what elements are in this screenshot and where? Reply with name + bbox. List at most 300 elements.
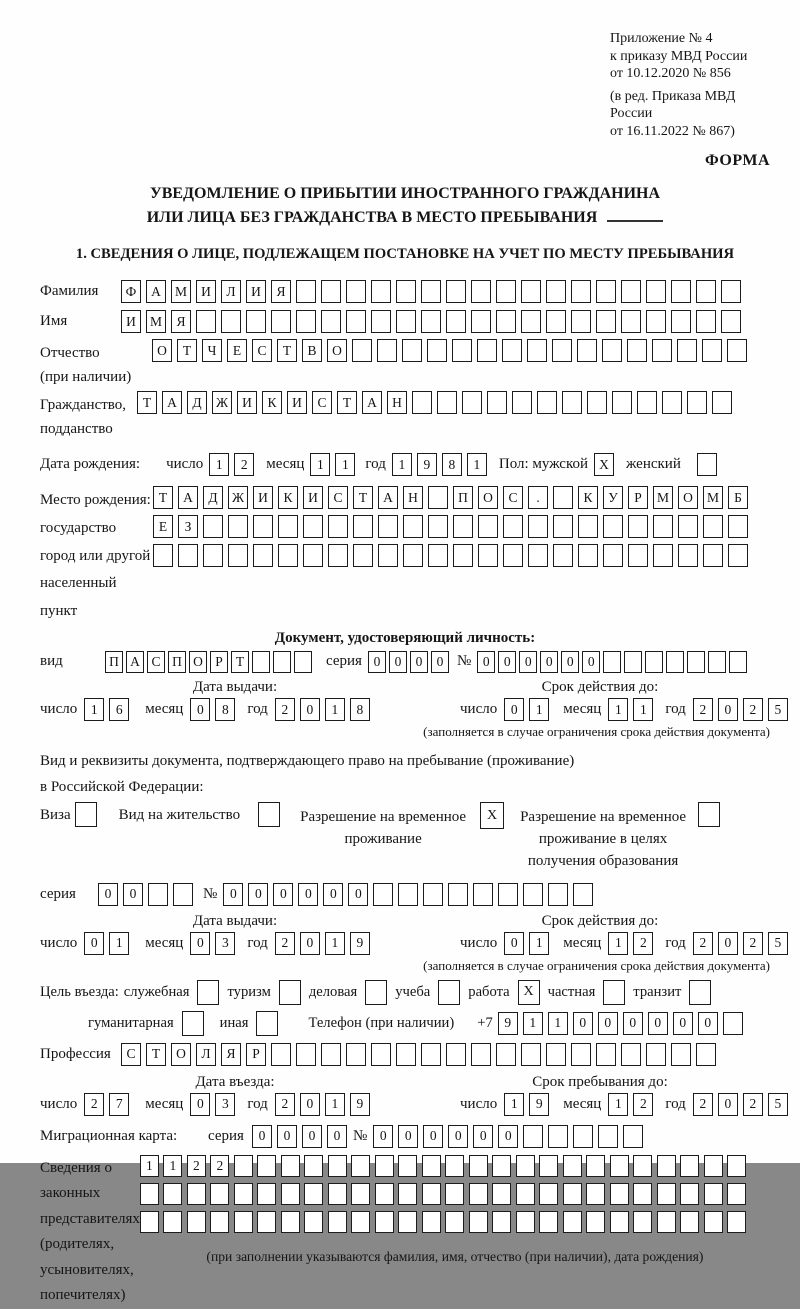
form-cell[interactable]: 0 — [252, 1125, 272, 1148]
form-cell[interactable] — [562, 391, 582, 414]
form-cell[interactable] — [496, 1043, 516, 1066]
form-cell[interactable]: 0 — [368, 651, 386, 673]
form-cell[interactable] — [412, 391, 432, 414]
form-cell[interactable]: 2 — [275, 1093, 295, 1116]
form-cell[interactable] — [577, 339, 597, 362]
form-cell[interactable] — [328, 515, 348, 538]
form-cell[interactable] — [257, 1155, 276, 1177]
form-cell[interactable]: 0 — [190, 698, 210, 721]
form-cell[interactable]: Р — [210, 651, 228, 673]
form-cell[interactable] — [537, 391, 557, 414]
form-cell[interactable] — [258, 802, 280, 827]
form-cell[interactable] — [438, 980, 460, 1005]
form-cell[interactable]: 0 — [504, 698, 524, 721]
form-cell[interactable]: 1 — [548, 1012, 568, 1035]
form-cell[interactable] — [696, 280, 716, 303]
form-cell[interactable] — [398, 1211, 417, 1233]
form-cell[interactable]: 8 — [442, 453, 462, 476]
form-cell[interactable] — [646, 280, 666, 303]
form-cell[interactable]: О — [189, 651, 207, 673]
form-cell[interactable] — [680, 1155, 699, 1177]
form-cell[interactable] — [571, 1043, 591, 1066]
form-cell[interactable]: 0 — [300, 698, 320, 721]
form-cell[interactable]: 0 — [277, 1125, 297, 1148]
form-cell[interactable] — [637, 391, 657, 414]
form-cell[interactable]: Д — [187, 391, 207, 414]
form-cell[interactable]: А — [362, 391, 382, 414]
form-cell[interactable]: 1 — [523, 1012, 543, 1035]
form-cell[interactable] — [610, 1155, 629, 1177]
form-cell[interactable] — [140, 1211, 159, 1233]
form-cell[interactable] — [471, 1043, 491, 1066]
form-cell[interactable] — [281, 1211, 300, 1233]
form-cell[interactable] — [702, 339, 722, 362]
form-cell[interactable] — [546, 280, 566, 303]
form-cell[interactable] — [446, 1043, 466, 1066]
form-cell[interactable] — [553, 486, 573, 509]
form-cell[interactable]: Ф — [121, 280, 141, 303]
form-cell[interactable]: С — [312, 391, 332, 414]
form-cell[interactable] — [621, 1043, 641, 1066]
form-cell[interactable] — [303, 544, 323, 567]
form-cell[interactable]: С — [147, 651, 165, 673]
form-cell[interactable]: 1 — [335, 453, 355, 476]
form-cell[interactable]: 0 — [582, 651, 600, 673]
form-cell[interactable]: 2 — [234, 453, 254, 476]
form-cell[interactable] — [256, 1011, 278, 1036]
form-cell[interactable] — [375, 1211, 394, 1233]
form-cell[interactable]: М — [171, 280, 191, 303]
form-cell[interactable] — [603, 980, 625, 1005]
form-cell[interactable]: Т — [277, 339, 297, 362]
form-cell[interactable] — [271, 1043, 291, 1066]
form-cell[interactable]: Р — [246, 1043, 266, 1066]
form-cell[interactable] — [353, 515, 373, 538]
form-cell[interactable]: 7 — [109, 1093, 129, 1116]
form-cell[interactable]: 0 — [477, 651, 495, 673]
form-cell[interactable] — [173, 883, 193, 906]
form-cell[interactable] — [281, 1155, 300, 1177]
form-cell[interactable] — [633, 1211, 652, 1233]
form-cell[interactable]: О — [171, 1043, 191, 1066]
form-cell[interactable] — [365, 980, 387, 1005]
form-cell[interactable] — [203, 544, 223, 567]
form-cell[interactable] — [448, 883, 468, 906]
form-cell[interactable] — [539, 1211, 558, 1233]
form-cell[interactable]: 8 — [350, 698, 370, 721]
form-cell[interactable]: 0 — [298, 883, 318, 906]
form-cell[interactable] — [553, 544, 573, 567]
form-cell[interactable]: 1 — [608, 932, 628, 955]
form-cell[interactable] — [521, 280, 541, 303]
form-cell[interactable] — [727, 1155, 746, 1177]
form-cell[interactable] — [671, 280, 691, 303]
form-cell[interactable]: 0 — [540, 651, 558, 673]
form-cell[interactable]: Т — [231, 651, 249, 673]
form-cell[interactable] — [281, 1183, 300, 1205]
form-cell[interactable] — [627, 339, 647, 362]
form-cell[interactable]: А — [126, 651, 144, 673]
form-cell[interactable] — [371, 1043, 391, 1066]
form-cell[interactable]: 9 — [529, 1093, 549, 1116]
form-cell[interactable] — [321, 1043, 341, 1066]
form-cell[interactable] — [503, 515, 523, 538]
form-cell[interactable] — [351, 1211, 370, 1233]
form-cell[interactable] — [140, 1183, 159, 1205]
form-cell[interactable]: 1 — [608, 698, 628, 721]
form-cell[interactable]: 1 — [608, 1093, 628, 1116]
form-cell[interactable] — [210, 1183, 229, 1205]
form-cell[interactable] — [697, 453, 717, 476]
form-cell[interactable]: 0 — [190, 1093, 210, 1116]
form-cell[interactable] — [657, 1211, 676, 1233]
form-cell[interactable]: К — [278, 486, 298, 509]
form-cell[interactable] — [696, 310, 716, 333]
form-cell[interactable]: X — [518, 980, 540, 1005]
form-cell[interactable] — [578, 515, 598, 538]
form-cell[interactable] — [228, 515, 248, 538]
form-cell[interactable] — [512, 391, 532, 414]
form-cell[interactable]: Е — [227, 339, 247, 362]
form-cell[interactable] — [452, 339, 472, 362]
form-cell[interactable]: 0 — [348, 883, 368, 906]
form-cell[interactable] — [578, 544, 598, 567]
form-cell[interactable]: 0 — [98, 883, 118, 906]
form-cell[interactable]: 2 — [743, 698, 763, 721]
form-cell[interactable] — [375, 1155, 394, 1177]
form-cell[interactable] — [539, 1155, 558, 1177]
form-cell[interactable] — [471, 310, 491, 333]
form-cell[interactable] — [563, 1211, 582, 1233]
form-cell[interactable] — [657, 1183, 676, 1205]
form-cell[interactable] — [371, 310, 391, 333]
form-cell[interactable] — [703, 544, 723, 567]
form-cell[interactable] — [478, 544, 498, 567]
form-cell[interactable]: 3 — [215, 1093, 235, 1116]
form-cell[interactable] — [610, 1183, 629, 1205]
form-cell[interactable]: Е — [153, 515, 173, 538]
form-cell[interactable] — [373, 883, 393, 906]
form-cell[interactable]: 5 — [768, 1093, 788, 1116]
form-cell[interactable]: О — [327, 339, 347, 362]
form-cell[interactable] — [303, 515, 323, 538]
form-cell[interactable] — [628, 515, 648, 538]
form-cell[interactable] — [621, 310, 641, 333]
form-cell[interactable] — [453, 515, 473, 538]
form-cell[interactable] — [428, 515, 448, 538]
form-cell[interactable] — [75, 802, 97, 827]
form-cell[interactable] — [446, 310, 466, 333]
form-cell[interactable]: 0 — [327, 1125, 347, 1148]
form-cell[interactable] — [586, 1155, 605, 1177]
form-cell[interactable] — [548, 883, 568, 906]
form-cell[interactable] — [271, 310, 291, 333]
form-cell[interactable] — [712, 391, 732, 414]
form-cell[interactable] — [680, 1211, 699, 1233]
form-cell[interactable]: 8 — [215, 698, 235, 721]
form-cell[interactable] — [621, 280, 641, 303]
form-cell[interactable]: 0 — [423, 1125, 443, 1148]
form-cell[interactable] — [346, 280, 366, 303]
form-cell[interactable] — [294, 651, 312, 673]
form-cell[interactable] — [652, 339, 672, 362]
form-cell[interactable] — [445, 1211, 464, 1233]
form-cell[interactable] — [257, 1183, 276, 1205]
form-cell[interactable] — [253, 544, 273, 567]
form-cell[interactable] — [671, 1043, 691, 1066]
form-cell[interactable] — [421, 1043, 441, 1066]
form-cell[interactable] — [496, 280, 516, 303]
form-cell[interactable] — [587, 391, 607, 414]
form-cell[interactable] — [523, 883, 543, 906]
form-cell[interactable] — [596, 280, 616, 303]
form-cell[interactable]: 0 — [398, 1125, 418, 1148]
form-cell[interactable] — [257, 1211, 276, 1233]
form-cell[interactable] — [396, 280, 416, 303]
form-cell[interactable] — [653, 544, 673, 567]
form-cell[interactable] — [234, 1211, 253, 1233]
form-cell[interactable]: 2 — [693, 1093, 713, 1116]
form-cell[interactable] — [666, 651, 684, 673]
form-cell[interactable]: И — [196, 280, 216, 303]
form-cell[interactable] — [321, 310, 341, 333]
form-cell[interactable] — [708, 651, 726, 673]
form-cell[interactable] — [687, 651, 705, 673]
form-cell[interactable] — [728, 544, 748, 567]
form-cell[interactable] — [396, 1043, 416, 1066]
form-cell[interactable] — [728, 515, 748, 538]
form-cell[interactable] — [375, 1183, 394, 1205]
form-cell[interactable]: 0 — [323, 883, 343, 906]
form-cell[interactable]: 1 — [84, 698, 104, 721]
form-cell[interactable] — [377, 339, 397, 362]
form-cell[interactable]: 0 — [498, 651, 516, 673]
form-cell[interactable]: 0 — [473, 1125, 493, 1148]
form-cell[interactable] — [523, 1125, 543, 1148]
form-cell[interactable] — [623, 1125, 643, 1148]
form-cell[interactable] — [221, 310, 241, 333]
form-cell[interactable] — [351, 1155, 370, 1177]
form-cell[interactable]: Я — [171, 310, 191, 333]
form-cell[interactable] — [471, 280, 491, 303]
form-cell[interactable]: Б — [728, 486, 748, 509]
form-cell[interactable]: 9 — [350, 932, 370, 955]
form-cell[interactable] — [546, 310, 566, 333]
form-cell[interactable] — [403, 544, 423, 567]
form-cell[interactable] — [573, 1125, 593, 1148]
form-cell[interactable]: 2 — [633, 932, 653, 955]
form-cell[interactable] — [703, 515, 723, 538]
form-cell[interactable]: 0 — [448, 1125, 468, 1148]
form-cell[interactable] — [296, 1043, 316, 1066]
form-cell[interactable]: 1 — [325, 932, 345, 955]
form-cell[interactable]: А — [178, 486, 198, 509]
form-cell[interactable]: 0 — [190, 932, 210, 955]
form-cell[interactable]: X — [594, 453, 614, 476]
form-cell[interactable]: X — [480, 802, 504, 829]
form-cell[interactable]: 3 — [215, 932, 235, 955]
form-cell[interactable] — [598, 1125, 618, 1148]
form-cell[interactable]: Т — [177, 339, 197, 362]
form-cell[interactable] — [571, 280, 591, 303]
form-cell[interactable] — [516, 1155, 535, 1177]
form-cell[interactable] — [462, 391, 482, 414]
form-cell[interactable] — [503, 544, 523, 567]
form-cell[interactable]: 0 — [498, 1125, 518, 1148]
form-cell[interactable]: Н — [387, 391, 407, 414]
form-cell[interactable] — [546, 1043, 566, 1066]
form-cell[interactable] — [689, 980, 711, 1005]
form-cell[interactable]: Л — [221, 280, 241, 303]
form-cell[interactable] — [153, 544, 173, 567]
form-cell[interactable] — [328, 1211, 347, 1233]
form-cell[interactable]: 0 — [519, 651, 537, 673]
form-cell[interactable]: Л — [196, 1043, 216, 1066]
form-cell[interactable] — [727, 1183, 746, 1205]
form-cell[interactable] — [422, 1183, 441, 1205]
form-cell[interactable] — [273, 651, 291, 673]
form-cell[interactable]: 0 — [598, 1012, 618, 1035]
form-cell[interactable] — [492, 1211, 511, 1233]
form-cell[interactable]: 1 — [504, 1093, 524, 1116]
form-cell[interactable] — [182, 1011, 204, 1036]
form-cell[interactable] — [421, 280, 441, 303]
form-cell[interactable]: 0 — [223, 883, 243, 906]
form-cell[interactable]: П — [453, 486, 473, 509]
form-cell[interactable]: 6 — [109, 698, 129, 721]
form-cell[interactable] — [453, 544, 473, 567]
form-cell[interactable] — [696, 1043, 716, 1066]
form-cell[interactable] — [197, 980, 219, 1005]
form-cell[interactable]: С — [328, 486, 348, 509]
form-cell[interactable] — [304, 1211, 323, 1233]
form-cell[interactable] — [571, 310, 591, 333]
form-cell[interactable] — [148, 883, 168, 906]
form-cell[interactable] — [671, 310, 691, 333]
form-cell[interactable] — [521, 1043, 541, 1066]
form-cell[interactable]: 0 — [623, 1012, 643, 1035]
form-cell[interactable] — [657, 1155, 676, 1177]
form-cell[interactable]: 1 — [467, 453, 487, 476]
form-cell[interactable] — [492, 1155, 511, 1177]
form-cell[interactable]: 0 — [302, 1125, 322, 1148]
form-cell[interactable]: 0 — [410, 651, 428, 673]
form-cell[interactable]: 5 — [768, 932, 788, 955]
form-cell[interactable]: И — [253, 486, 273, 509]
form-cell[interactable]: 2 — [210, 1155, 229, 1177]
form-cell[interactable] — [469, 1183, 488, 1205]
form-cell[interactable]: О — [678, 486, 698, 509]
form-cell[interactable]: А — [162, 391, 182, 414]
form-cell[interactable]: 1 — [163, 1155, 182, 1177]
form-cell[interactable] — [498, 883, 518, 906]
form-cell[interactable] — [721, 310, 741, 333]
form-cell[interactable]: 1 — [109, 932, 129, 955]
form-cell[interactable]: 1 — [310, 453, 330, 476]
form-cell[interactable]: Т — [137, 391, 157, 414]
form-cell[interactable] — [469, 1155, 488, 1177]
form-cell[interactable] — [528, 544, 548, 567]
form-cell[interactable] — [528, 515, 548, 538]
form-cell[interactable] — [403, 515, 423, 538]
form-cell[interactable]: 0 — [718, 698, 738, 721]
form-cell[interactable] — [187, 1211, 206, 1233]
form-cell[interactable] — [234, 1183, 253, 1205]
form-cell[interactable] — [328, 1155, 347, 1177]
form-cell[interactable]: О — [152, 339, 172, 362]
form-cell[interactable]: З — [178, 515, 198, 538]
form-cell[interactable]: 0 — [389, 651, 407, 673]
form-cell[interactable] — [563, 1155, 582, 1177]
form-cell[interactable]: 0 — [718, 1093, 738, 1116]
form-cell[interactable] — [478, 515, 498, 538]
form-cell[interactable] — [210, 1211, 229, 1233]
form-cell[interactable] — [492, 1183, 511, 1205]
form-cell[interactable] — [352, 339, 372, 362]
form-cell[interactable]: М — [703, 486, 723, 509]
form-cell[interactable] — [163, 1211, 182, 1233]
form-cell[interactable]: 2 — [84, 1093, 104, 1116]
form-cell[interactable]: Н — [403, 486, 423, 509]
form-cell[interactable] — [624, 651, 642, 673]
form-cell[interactable] — [502, 339, 522, 362]
form-cell[interactable] — [246, 310, 266, 333]
form-cell[interactable] — [704, 1211, 723, 1233]
form-cell[interactable] — [596, 1043, 616, 1066]
form-cell[interactable]: Я — [221, 1043, 241, 1066]
form-cell[interactable]: С — [503, 486, 523, 509]
form-cell[interactable] — [446, 280, 466, 303]
form-cell[interactable] — [687, 391, 707, 414]
form-cell[interactable]: Т — [337, 391, 357, 414]
form-cell[interactable]: Р — [628, 486, 648, 509]
form-cell[interactable] — [487, 391, 507, 414]
form-cell[interactable]: 0 — [561, 651, 579, 673]
form-cell[interactable]: А — [146, 280, 166, 303]
form-cell[interactable]: 0 — [673, 1012, 693, 1035]
form-cell[interactable] — [698, 802, 720, 827]
form-cell[interactable]: У — [603, 486, 623, 509]
form-cell[interactable]: С — [121, 1043, 141, 1066]
form-cell[interactable] — [727, 1211, 746, 1233]
form-cell[interactable]: Т — [146, 1043, 166, 1066]
form-cell[interactable] — [163, 1183, 182, 1205]
form-cell[interactable] — [552, 339, 572, 362]
form-cell[interactable]: 2 — [187, 1155, 206, 1177]
form-cell[interactable]: 0 — [84, 932, 104, 955]
form-cell[interactable]: И — [121, 310, 141, 333]
form-cell[interactable] — [603, 544, 623, 567]
form-cell[interactable]: Д — [203, 486, 223, 509]
form-cell[interactable]: 2 — [743, 932, 763, 955]
form-cell[interactable] — [563, 1183, 582, 1205]
form-cell[interactable]: 1 — [325, 1093, 345, 1116]
form-cell[interactable] — [662, 391, 682, 414]
form-cell[interactable]: 0 — [273, 883, 293, 906]
form-cell[interactable] — [646, 310, 666, 333]
form-cell[interactable] — [602, 339, 622, 362]
form-cell[interactable]: 0 — [698, 1012, 718, 1035]
form-cell[interactable] — [469, 1211, 488, 1233]
form-cell[interactable]: Т — [353, 486, 373, 509]
form-cell[interactable] — [328, 544, 348, 567]
form-cell[interactable]: 9 — [350, 1093, 370, 1116]
form-cell[interactable]: С — [252, 339, 272, 362]
form-cell[interactable] — [378, 515, 398, 538]
form-cell[interactable]: Ч — [202, 339, 222, 362]
form-cell[interactable] — [437, 391, 457, 414]
form-cell[interactable] — [427, 339, 447, 362]
